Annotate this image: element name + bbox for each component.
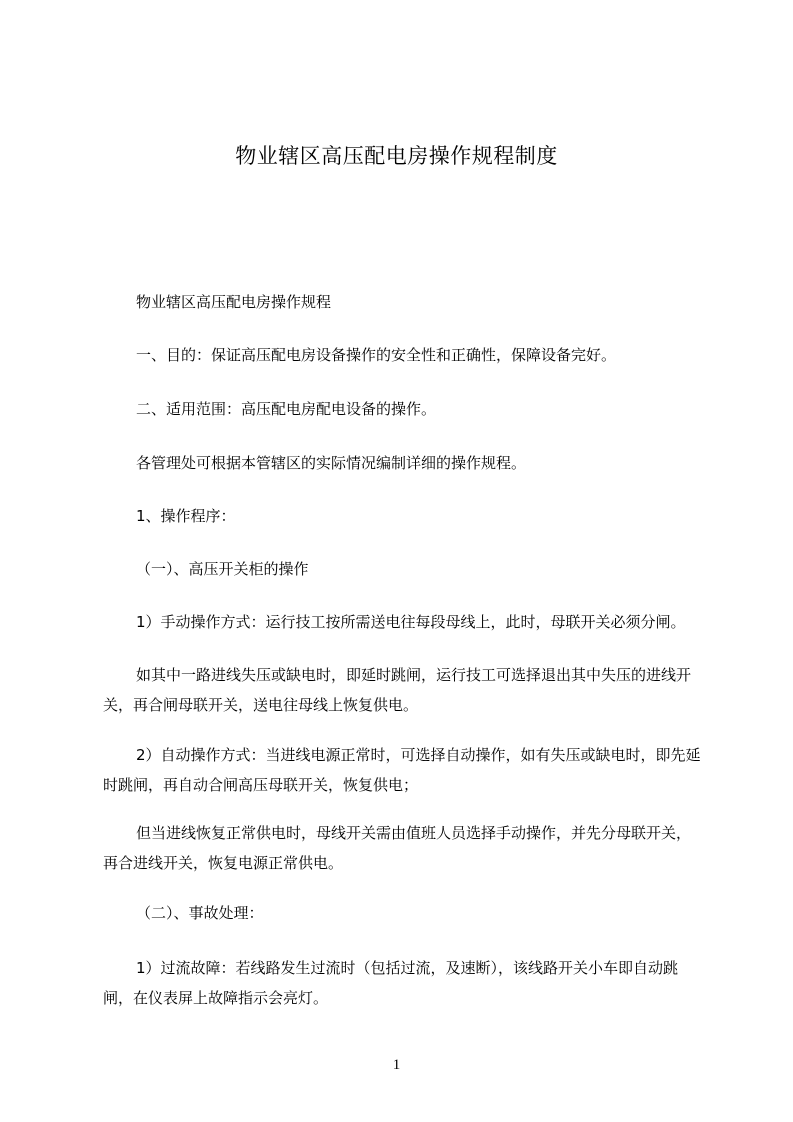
page-number: 1 [392,1057,401,1073]
paragraph-procedure-heading: 1、操作程序： [136,507,236,525]
paragraph-automatic-operation: 2）自动操作方式：当进线电源正常时，可选择自动操作，如有失压或缺电时，即先延时跳闸，再自动合闸高压母联开关，恢复供电； [103,746,701,794]
paragraph-manual-operation: 1）手动操作方式：运行技工按所需送电往每段母线上，此时，母联开关必须分闸。 [136,613,686,631]
paragraph-subtitle: 物业辖区高压配电房操作规程 [136,293,332,311]
paragraph-power-loss: 如其中一路进线失压或缺电时，即延时跳闸，运行技工可选择退出其中失压的进线开关，再合闸母联开关，送电往母线上恢复供电。 [103,666,692,714]
paragraph-fault-heading: （二）、事故处理： [136,904,264,922]
paragraph-restore-supply: 但当进线恢复正常供电时，母线开关需由值班人员选择手动操作，并先分母联开关，再合进线开关，恢复电源正常供电。 [103,824,692,872]
paragraph-overcurrent-fault: 1）过流故障：若线路发生过流时（包括过流，及速断），该线路开关小车即自动跳闸，在仪表屏上故障指示会亮灯。 [103,959,679,1007]
paragraph-purpose: 一、目的：保证高压配电房设备操作的安全性和正确性，保障设备完好。 [136,346,617,364]
paragraph-scope: 二、适用范围：高压配电房配电设备的操作。 [136,400,437,418]
paragraph-management-note: 各管理处可根据本管辖区的实际情况编制详细的操作规程。 [136,454,527,472]
document-title: 物业辖区高压配电房操作规程制度 [235,144,558,168]
paragraph-switchgear-heading: （一）、高压开关柜的操作 [136,560,309,578]
